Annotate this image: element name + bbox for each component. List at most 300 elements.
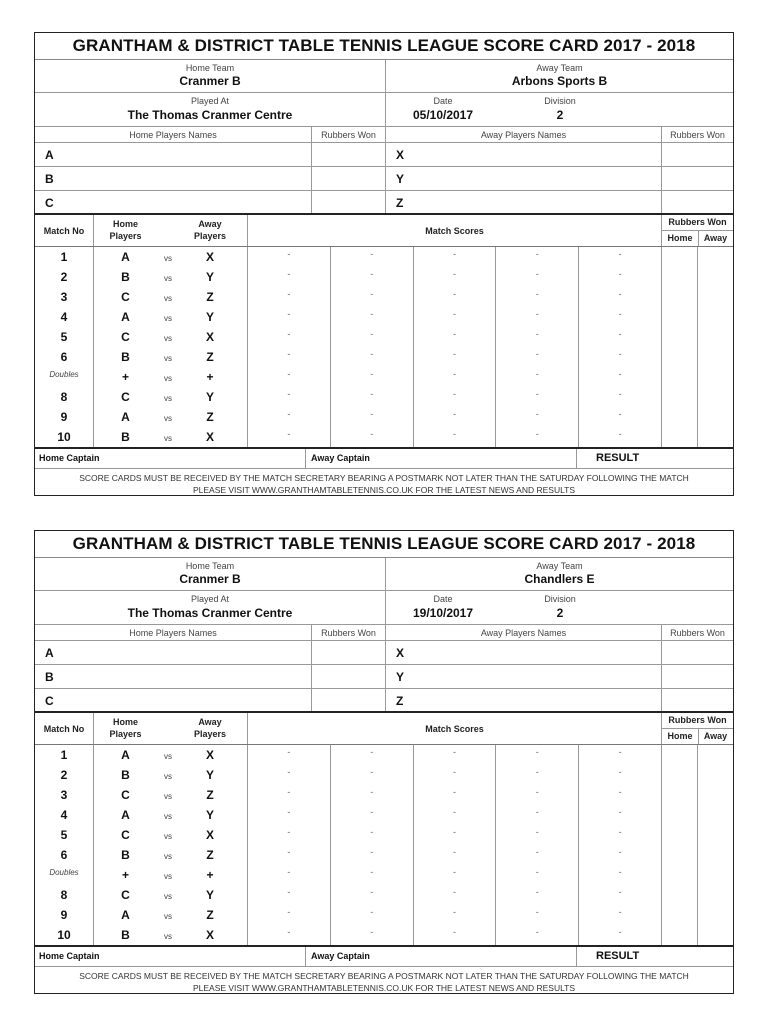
- date-cell: [385, 93, 500, 126]
- home-player: +: [93, 367, 157, 387]
- rubbers-away-label: Away: [703, 233, 728, 243]
- game-score-cell[interactable]: -: [413, 407, 496, 427]
- game-score-cell[interactable]: -: [413, 247, 496, 267]
- rubbers-away-cell[interactable]: [697, 247, 733, 267]
- match-number: 6: [60, 350, 68, 364]
- game-score-cell[interactable]: -: [330, 247, 413, 267]
- game-score-cell[interactable]: -: [247, 407, 330, 427]
- game-score-cell[interactable]: -: [413, 885, 496, 905]
- game-score-cell[interactable]: -: [413, 845, 496, 865]
- game-score-cell[interactable]: -: [578, 307, 661, 327]
- home-rubbers-cell[interactable]: [311, 167, 385, 190]
- game-score-cell[interactable]: -: [413, 925, 496, 945]
- game-score-cell[interactable]: -: [495, 407, 578, 427]
- game-score-cell[interactable]: -: [495, 287, 578, 307]
- rubbers-home-cell[interactable]: [661, 805, 697, 825]
- game-score-cell[interactable]: -: [578, 805, 661, 825]
- game-score-cell[interactable]: -: [413, 327, 496, 347]
- rubbers-won-header: [661, 215, 733, 246]
- rubbers-home-cell[interactable]: [661, 267, 697, 287]
- away-player-x-cell[interactable]: [385, 143, 661, 166]
- game-score-cell[interactable]: -: [330, 407, 413, 427]
- rubbers-home-cell[interactable]: [661, 427, 697, 447]
- match-row: [35, 785, 733, 805]
- game-score-cell[interactable]: -: [330, 745, 413, 765]
- match-number: 6: [60, 848, 68, 862]
- score-card-1: [34, 32, 734, 496]
- home-players-label: Home Players: [93, 215, 157, 246]
- card-title: GRANTHAM & DISTRICT TABLE TENNIS LEAGUE SCORE CARD 2017 - 2018: [35, 531, 733, 558]
- rubbers-home-cell[interactable]: [661, 845, 697, 865]
- away-rubbers-cell[interactable]: [661, 191, 733, 213]
- game-score-cell[interactable]: -: [330, 865, 413, 885]
- game-score-cell[interactable]: -: [578, 407, 661, 427]
- rubbers-away-cell[interactable]: [697, 865, 733, 885]
- match-row: [35, 327, 733, 347]
- game-score-cell[interactable]: -: [413, 765, 496, 785]
- game-score-cell[interactable]: -: [330, 845, 413, 865]
- away-player: Y: [205, 888, 214, 902]
- home-player: B: [93, 347, 157, 367]
- away-team-label: Away Team: [536, 63, 583, 73]
- game-score-cell[interactable]: -: [578, 267, 661, 287]
- game-score-cell[interactable]: -: [330, 267, 413, 287]
- game-score-cell[interactable]: -: [495, 825, 578, 845]
- game-score-cell[interactable]: -: [495, 865, 578, 885]
- players-header: [35, 127, 733, 143]
- game-score-cell[interactable]: -: [247, 765, 330, 785]
- home-team-cell: [35, 60, 385, 92]
- home-player-c-cell[interactable]: [35, 689, 311, 711]
- game-score-cell[interactable]: -: [578, 327, 661, 347]
- game-score-cell[interactable]: -: [247, 865, 330, 885]
- match-row: [35, 407, 733, 427]
- home-rubbers-cell[interactable]: [311, 143, 385, 166]
- game-score-cell[interactable]: -: [578, 845, 661, 865]
- match-row: [35, 427, 733, 447]
- match-row: [35, 287, 733, 307]
- home-player: A: [93, 805, 157, 825]
- division-value: 2: [556, 606, 564, 620]
- game-score-cell[interactable]: -: [330, 327, 413, 347]
- home-player: A: [93, 407, 157, 427]
- notice-line-1: SCORE CARDS MUST BE RECEIVED BY THE MATCH SECRETARY BEARING A POSTMARK NOT LATER THAN THE SATURDAY FOLLOWING THE MATCH: [79, 473, 689, 483]
- match-number: 1: [60, 748, 68, 762]
- game-score-cell[interactable]: -: [247, 845, 330, 865]
- game-score-cell[interactable]: -: [247, 347, 330, 367]
- rubbers-away-cell[interactable]: [697, 407, 733, 427]
- game-score-cell[interactable]: -: [495, 427, 578, 447]
- match-number: 1: [60, 250, 68, 264]
- away-player: Y: [205, 808, 214, 822]
- game-score-cell[interactable]: -: [247, 427, 330, 447]
- away-player: X: [205, 828, 214, 842]
- game-score-cell[interactable]: -: [247, 387, 330, 407]
- match-row: [35, 765, 733, 785]
- away-team-value: Chandlers E: [524, 572, 595, 586]
- match-number: 2: [60, 270, 68, 284]
- vs-label: vs: [164, 254, 172, 263]
- match-row: [35, 247, 733, 267]
- match-row: [35, 307, 733, 327]
- game-score-cell[interactable]: -: [578, 387, 661, 407]
- vs-label: vs: [164, 274, 172, 283]
- match-number: 4: [60, 310, 68, 324]
- match-row: [35, 387, 733, 407]
- game-score-cell[interactable]: -: [413, 287, 496, 307]
- rubbers-away-cell[interactable]: [697, 427, 733, 447]
- vs-label: vs: [164, 334, 172, 343]
- away-player: X: [205, 330, 214, 344]
- home-team-label: Home Team: [185, 63, 235, 73]
- rubbers-home-cell[interactable]: [661, 387, 697, 407]
- result-label: RESULT: [596, 950, 640, 962]
- game-score-cell[interactable]: -: [578, 925, 661, 945]
- rubbers-away-cell[interactable]: [697, 885, 733, 905]
- game-score-cell[interactable]: -: [330, 347, 413, 367]
- rubbers-home-cell[interactable]: [661, 367, 697, 387]
- game-score-cell[interactable]: -: [247, 745, 330, 765]
- notice: [35, 469, 733, 496]
- away-rubbers-won-label: Rubbers Won: [661, 625, 733, 640]
- matches-header: [35, 713, 733, 745]
- away-captain-label: Away Captain: [311, 951, 370, 961]
- home-player: B: [93, 267, 157, 287]
- notice-line-2: PLEASE VISIT WWW.GRANTHAMTABLETENNIS.CO.UK FOR THE LATEST NEWS AND RESULTS: [192, 983, 576, 993]
- game-score-cell[interactable]: -: [578, 765, 661, 785]
- game-score-cell[interactable]: -: [413, 905, 496, 925]
- game-score-cell[interactable]: -: [330, 825, 413, 845]
- match-number: 10: [57, 928, 71, 942]
- vs-label: vs: [164, 812, 172, 821]
- away-rubbers-cell[interactable]: [661, 665, 733, 688]
- game-score-cell[interactable]: -: [413, 267, 496, 287]
- rubbers-away-cell[interactable]: [697, 785, 733, 805]
- rubbers-home-cell[interactable]: [661, 347, 697, 367]
- game-score-cell[interactable]: -: [330, 925, 413, 945]
- away-player-x-cell[interactable]: [385, 641, 661, 664]
- rubbers-away-cell[interactable]: [697, 745, 733, 765]
- home-player-a-cell[interactable]: [35, 143, 311, 166]
- away-rubbers-cell[interactable]: [661, 167, 733, 190]
- game-score-cell[interactable]: -: [247, 287, 330, 307]
- rubbers-away-cell[interactable]: [697, 387, 733, 407]
- away-player-y-cell[interactable]: [385, 167, 661, 190]
- home-rubbers-cell[interactable]: [311, 689, 385, 711]
- game-score-cell[interactable]: -: [578, 347, 661, 367]
- game-score-cell[interactable]: -: [578, 865, 661, 885]
- game-score-cell[interactable]: -: [247, 247, 330, 267]
- match-row: [35, 885, 733, 905]
- away-player: Z: [206, 290, 214, 304]
- game-score-cell[interactable]: -: [495, 925, 578, 945]
- away-player-letter: Y: [396, 172, 405, 186]
- game-score-cell[interactable]: -: [330, 805, 413, 825]
- away-rubbers-won-label: Rubbers Won: [661, 127, 733, 142]
- away-player: Y: [205, 270, 214, 284]
- game-score-cell[interactable]: -: [330, 427, 413, 447]
- home-player: B: [93, 925, 157, 945]
- game-score-cell[interactable]: -: [578, 825, 661, 845]
- game-score-cell[interactable]: -: [413, 825, 496, 845]
- date-label: Date: [433, 96, 453, 106]
- home-player-letter: B: [45, 670, 54, 684]
- played-at-label: Played At: [190, 96, 230, 106]
- game-score-cell[interactable]: -: [495, 805, 578, 825]
- game-score-cell[interactable]: -: [413, 427, 496, 447]
- home-player: C: [93, 387, 157, 407]
- game-score-cell[interactable]: -: [247, 805, 330, 825]
- game-score-cell[interactable]: -: [495, 845, 578, 865]
- game-score-cell[interactable]: -: [330, 387, 413, 407]
- rubbers-home-cell[interactable]: [661, 825, 697, 845]
- date-label: Date: [433, 594, 453, 604]
- vs-label: vs: [164, 414, 172, 423]
- home-players-label: Home Players: [93, 713, 157, 744]
- rubbers-away-cell[interactable]: [697, 367, 733, 387]
- rubbers-home-cell[interactable]: [661, 905, 697, 925]
- game-score-cell[interactable]: -: [413, 805, 496, 825]
- away-players-label: Away Players: [193, 717, 227, 739]
- game-score-cell[interactable]: -: [247, 267, 330, 287]
- venue-row: [35, 591, 733, 625]
- game-score-cell[interactable]: -: [247, 885, 330, 905]
- game-score-cell[interactable]: -: [495, 327, 578, 347]
- away-team-value: Arbons Sports B: [511, 74, 608, 88]
- match-scores-label: Match Scores: [247, 215, 661, 246]
- rubbers-home-label: Home: [667, 731, 693, 741]
- rubbers-away-cell[interactable]: [697, 267, 733, 287]
- game-score-cell[interactable]: -: [247, 785, 330, 805]
- game-score-cell[interactable]: -: [495, 267, 578, 287]
- game-score-cell[interactable]: -: [495, 885, 578, 905]
- home-player-letter: A: [45, 646, 54, 660]
- home-player-letter: A: [45, 148, 54, 162]
- home-team-value: Cranmer B: [179, 572, 241, 586]
- rubbers-away-cell[interactable]: [697, 765, 733, 785]
- away-player: X: [205, 430, 214, 444]
- match-row: [35, 865, 733, 885]
- home-captain-label: Home Captain: [39, 951, 100, 961]
- game-score-cell[interactable]: -: [247, 825, 330, 845]
- player-row: [35, 191, 733, 215]
- rubbers-away-cell[interactable]: [697, 287, 733, 307]
- rubbers-away-cell[interactable]: [697, 327, 733, 347]
- rubbers-home-cell[interactable]: [661, 885, 697, 905]
- away-rubbers-cell[interactable]: [661, 689, 733, 711]
- home-player-letter: B: [45, 172, 54, 186]
- match-number: 9: [60, 908, 68, 922]
- game-score-cell[interactable]: -: [330, 367, 413, 387]
- home-rubbers-cell[interactable]: [311, 641, 385, 664]
- rubbers-away-cell[interactable]: [697, 905, 733, 925]
- rubbers-away-cell[interactable]: [697, 805, 733, 825]
- date-value: 19/10/2017: [412, 606, 474, 620]
- result-label: RESULT: [596, 452, 640, 464]
- away-player: Y: [205, 310, 214, 324]
- away-players-names-label: Away Players Names: [385, 127, 661, 142]
- rubbers-home-cell[interactable]: [661, 765, 697, 785]
- home-player-c-cell[interactable]: [35, 191, 311, 213]
- home-player: +: [93, 865, 157, 885]
- match-number: 10: [57, 430, 71, 444]
- game-score-cell[interactable]: -: [578, 905, 661, 925]
- teams-row: [35, 60, 733, 93]
- game-score-cell[interactable]: -: [413, 347, 496, 367]
- home-player-b-cell[interactable]: [35, 665, 311, 688]
- home-rubbers-cell[interactable]: [311, 665, 385, 688]
- game-score-cell[interactable]: -: [578, 745, 661, 765]
- game-score-cell[interactable]: -: [495, 367, 578, 387]
- away-team-cell: [385, 60, 733, 92]
- match-number: 9: [60, 410, 68, 424]
- rubbers-away-cell[interactable]: [697, 347, 733, 367]
- home-team-cell: [35, 558, 385, 590]
- match-number: 8: [60, 888, 68, 902]
- game-score-cell[interactable]: -: [495, 905, 578, 925]
- rubbers-home-cell[interactable]: [661, 307, 697, 327]
- match-no-label: Match No: [43, 226, 85, 236]
- vs-label: vs: [164, 374, 172, 383]
- home-player-letter: C: [45, 196, 54, 210]
- match-row: [35, 825, 733, 845]
- game-score-cell[interactable]: -: [247, 327, 330, 347]
- rubbers-home-cell[interactable]: [661, 745, 697, 765]
- player-row: [35, 167, 733, 191]
- away-player: Z: [206, 908, 214, 922]
- rubbers-home-cell[interactable]: [661, 785, 697, 805]
- game-score-cell[interactable]: -: [330, 885, 413, 905]
- vs-label: vs: [164, 912, 172, 921]
- home-player: B: [93, 765, 157, 785]
- match-number: 8: [60, 390, 68, 404]
- away-player: Z: [206, 410, 214, 424]
- rubbers-home-cell[interactable]: [661, 865, 697, 885]
- game-score-cell[interactable]: -: [330, 307, 413, 327]
- game-score-cell[interactable]: -: [413, 367, 496, 387]
- rubbers-home-cell[interactable]: [661, 287, 697, 307]
- away-player-z-cell[interactable]: [385, 689, 661, 711]
- division-value: 2: [556, 108, 564, 122]
- rubbers-home-cell[interactable]: [661, 327, 697, 347]
- game-score-cell[interactable]: -: [413, 387, 496, 407]
- home-players-names-label: Home Players Names: [129, 130, 217, 140]
- game-score-cell[interactable]: -: [413, 785, 496, 805]
- match-row: [35, 267, 733, 287]
- rubbers-away-cell[interactable]: [697, 307, 733, 327]
- away-player: Y: [205, 390, 214, 404]
- game-score-cell[interactable]: -: [247, 367, 330, 387]
- rubbers-away-cell[interactable]: [697, 925, 733, 945]
- match-number: 4: [60, 808, 68, 822]
- rubbers-away-label: Away: [703, 731, 728, 741]
- rubbers-away-cell[interactable]: [697, 845, 733, 865]
- home-captain-label: Home Captain: [39, 453, 100, 463]
- players-header: [35, 625, 733, 641]
- rubbers-away-cell[interactable]: [697, 825, 733, 845]
- home-rubbers-won-label: Rubbers Won: [311, 127, 385, 142]
- vs-label: vs: [164, 792, 172, 801]
- game-score-cell[interactable]: -: [247, 307, 330, 327]
- game-score-cell[interactable]: -: [495, 765, 578, 785]
- vs-label: vs: [164, 932, 172, 941]
- home-player: B: [93, 427, 157, 447]
- rubbers-won-label: Rubbers Won: [668, 715, 727, 725]
- away-player: X: [205, 250, 214, 264]
- rubbers-home-cell[interactable]: [661, 407, 697, 427]
- game-score-cell[interactable]: -: [330, 287, 413, 307]
- match-row: [35, 367, 733, 387]
- match-number: 5: [60, 330, 68, 344]
- away-player: X: [205, 748, 214, 762]
- home-player-a-cell[interactable]: [35, 641, 311, 664]
- away-player-z-cell[interactable]: [385, 191, 661, 213]
- game-score-cell[interactable]: -: [247, 905, 330, 925]
- home-player: C: [93, 287, 157, 307]
- game-score-cell[interactable]: -: [495, 745, 578, 765]
- game-score-cell[interactable]: -: [495, 347, 578, 367]
- match-row: [35, 845, 733, 865]
- game-score-cell[interactable]: -: [495, 307, 578, 327]
- game-score-cell[interactable]: -: [578, 427, 661, 447]
- home-player: C: [93, 785, 157, 805]
- match-number: Doubles: [49, 868, 79, 877]
- away-rubbers-cell[interactable]: [661, 641, 733, 664]
- game-score-cell[interactable]: -: [578, 247, 661, 267]
- match-number: 3: [60, 290, 68, 304]
- home-player: B: [93, 845, 157, 865]
- home-player: A: [93, 745, 157, 765]
- division-cell: [500, 93, 620, 126]
- home-player: C: [93, 327, 157, 347]
- player-row: [35, 689, 733, 713]
- away-player-letter: Z: [396, 196, 404, 210]
- game-score-cell[interactable]: -: [413, 865, 496, 885]
- home-player: A: [93, 307, 157, 327]
- game-score-cell[interactable]: -: [495, 387, 578, 407]
- venue-cell: [35, 591, 385, 624]
- away-player: Y: [205, 768, 214, 782]
- game-score-cell[interactable]: -: [413, 307, 496, 327]
- score-card-2: [34, 530, 734, 994]
- game-score-cell[interactable]: -: [413, 745, 496, 765]
- game-score-cell[interactable]: -: [330, 765, 413, 785]
- home-rubbers-cell[interactable]: [311, 191, 385, 213]
- away-rubbers-cell[interactable]: [661, 143, 733, 166]
- rubbers-home-cell[interactable]: [661, 925, 697, 945]
- away-player-y-cell[interactable]: [385, 665, 661, 688]
- game-score-cell[interactable]: -: [578, 885, 661, 905]
- away-player: +: [206, 868, 214, 882]
- game-score-cell[interactable]: -: [330, 785, 413, 805]
- game-score-cell[interactable]: -: [247, 925, 330, 945]
- game-score-cell[interactable]: -: [495, 785, 578, 805]
- division-label: Division: [544, 96, 576, 106]
- match-row: [35, 905, 733, 925]
- game-score-cell[interactable]: -: [578, 785, 661, 805]
- venue-row: [35, 93, 733, 127]
- game-score-cell[interactable]: -: [495, 247, 578, 267]
- captain-row: [35, 447, 733, 469]
- vs-label: vs: [164, 772, 172, 781]
- game-score-cell[interactable]: -: [578, 287, 661, 307]
- rubbers-home-cell[interactable]: [661, 247, 697, 267]
- game-score-cell[interactable]: -: [578, 367, 661, 387]
- home-player-b-cell[interactable]: [35, 167, 311, 190]
- away-player: Z: [206, 350, 214, 364]
- game-score-cell[interactable]: -: [330, 905, 413, 925]
- home-player: A: [93, 905, 157, 925]
